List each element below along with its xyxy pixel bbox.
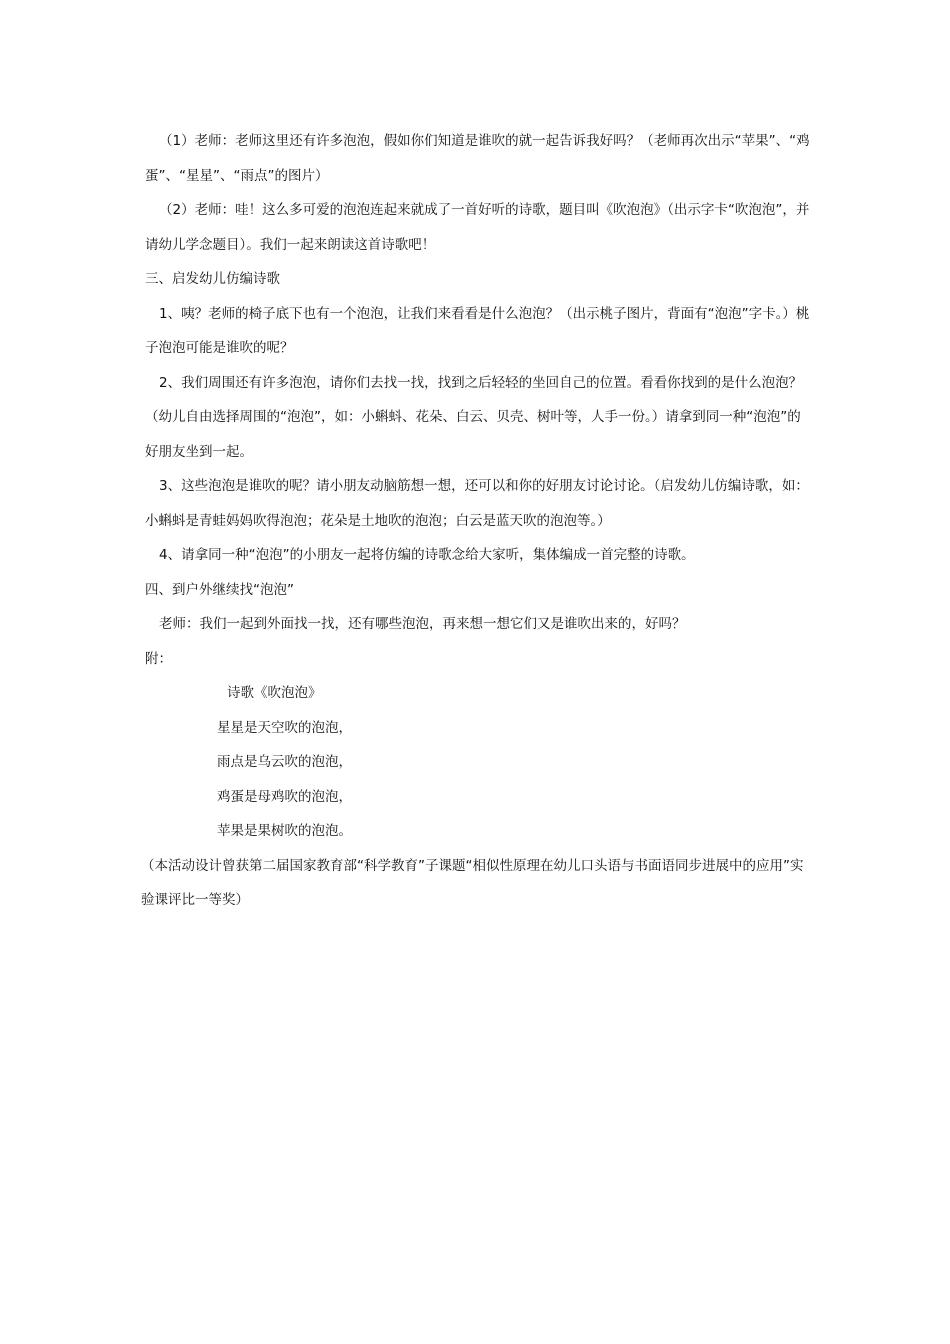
paragraph-teacher-outdoor: 老师：我们一起到外面找一找，还有哪些泡泡，再来想一想它们又是谁吹出来的，好吗？ bbox=[159, 616, 686, 632]
section-heading-4: 四、到户外继续找“泡泡” bbox=[145, 581, 294, 598]
award-note: （本活动设计曾获第二届国家教育部“科学教育”子课题“相似性原理在幼儿口头语与书面语同步进展中的应用”实验课评比一等奖） bbox=[141, 857, 804, 908]
document-body bbox=[141, 124, 810, 918]
poem-line: 雨点是乌云吹的泡泡， bbox=[217, 754, 352, 770]
paragraph-teacher-2: （2）老师：哇！这么多可爱的泡泡连起来就成了一首好听的诗歌，题目叫《吹泡泡》（出示字卡“吹泡泡”，并请幼儿学念题目）。我们一起来朗读这首诗歌吧！ bbox=[145, 202, 810, 253]
poem-line: 星星是天空吹的泡泡， bbox=[217, 719, 352, 736]
paragraph-teacher-1: （1）老师：老师这里还有许多泡泡，假如你们知道是谁吹的就一起告诉我好吗？（老师再次出示“苹果”、“鸡蛋”、“星星”、“雨点”的图片） bbox=[145, 133, 810, 184]
step-2: 2、我们周围还有许多泡泡，请你们去找一找，找到之后轻轻的坐回自己的位置。看看你找到的是什么泡泡？（幼儿自由选择周围的“泡泡”，如：小蝌蚪、花朵、白云、贝壳、树叶等，人手一份。）请拿到同一种“泡泡”的好朋友坐到一起。 bbox=[145, 374, 803, 460]
poem-line: 鸡蛋是母鸡吹的泡泡， bbox=[217, 788, 352, 805]
poem-title: 诗歌《吹泡泡》 bbox=[227, 685, 322, 701]
step-4: 4、请拿同一种“泡泡”的小朋友一起将仿编的诗歌念给大家听，集体编成一首完整的诗歌。 bbox=[159, 547, 695, 563]
section-heading-3: 三、启发幼儿仿编诗歌 bbox=[145, 271, 280, 287]
appendix-label: 附： bbox=[145, 650, 172, 667]
poem-line: 苹果是果树吹的泡泡。 bbox=[217, 823, 352, 839]
step-3: 3、这些泡泡是谁吹的呢？请小朋友动脑筋想一想，还可以和你的好朋友讨论讨论。（启发幼儿仿编诗歌，如：小蝌蚪是青蛙妈妈吹得泡泡；花朵是土地吹的泡泡；白云是蓝天吹的泡泡等。） bbox=[145, 478, 809, 529]
step-1: 1、咦？老师的椅子底下也有一个泡泡，让我们来看看是什么泡泡？（出示桃子图片，背面有“泡泡”字卡。）桃子泡泡可能是谁吹的呢？ bbox=[145, 305, 810, 356]
